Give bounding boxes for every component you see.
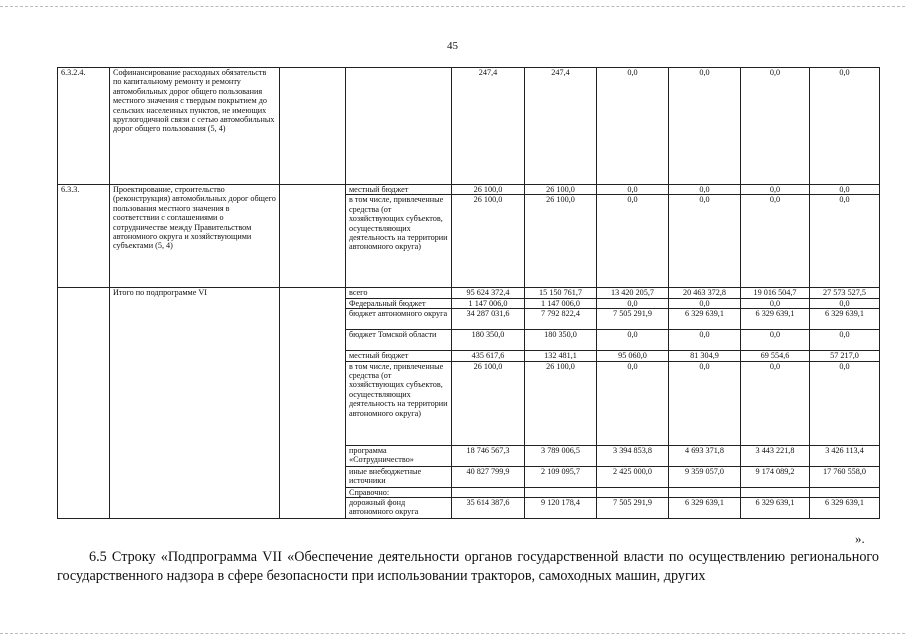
amount-cell: 69 554,6 (741, 351, 810, 361)
amount-cell: 6 329 639,1 (741, 498, 810, 519)
amount-cell (525, 487, 597, 497)
funding-source: бюджет автономного округа (346, 309, 452, 330)
amount-cell: 26 100,0 (452, 185, 525, 195)
amount-cell: 0,0 (597, 185, 669, 195)
row-code (58, 288, 110, 519)
amount-cell: 3 443 221,8 (741, 445, 810, 466)
amount-cell: 2 109 095,7 (525, 466, 597, 487)
amount-cell: 81 304,9 (669, 351, 741, 361)
row-name: Итого по подпрограмме VI (110, 288, 280, 519)
amount-cell: 19 016 504,7 (741, 288, 810, 298)
funding-source: всего (346, 288, 452, 298)
amount-cell: 9 359 057,0 (669, 466, 741, 487)
funding-source: дорожный фонд автономного округа (346, 498, 452, 519)
amount-cell: 0,0 (810, 298, 880, 308)
row-code: 6.3.3. (58, 185, 110, 288)
page-number: 45 (447, 40, 458, 52)
amount-cell: 6 329 639,1 (669, 309, 741, 330)
amount-cell: 0,0 (741, 361, 810, 445)
amount-cell: 0,0 (669, 195, 741, 288)
amount-cell: 9 174 089,2 (741, 466, 810, 487)
amount-cell: 26 100,0 (452, 361, 525, 445)
amount-cell: 7 505 291,9 (597, 498, 669, 519)
amount-cell: 35 614 387,6 (452, 498, 525, 519)
amount-cell: 180 350,0 (525, 330, 597, 351)
amount-cell: 0,0 (597, 195, 669, 288)
amount-cell: 0,0 (597, 361, 669, 445)
row-name: Проектирование, строительство (реконструкция) автомобильных дорог общего пользования местного значения в соответствии с соглашениями о сотрудничестве между Правительством автономного округа и хозяйствующими субъектами (5, 4) (110, 185, 280, 288)
amount-cell: 0,0 (741, 330, 810, 351)
closing-quote: ». (855, 531, 865, 546)
budget-table (57, 67, 880, 519)
amount-cell: 0,0 (741, 185, 810, 195)
amount-cell: 26 100,0 (525, 195, 597, 288)
amount-cell: 132 481,1 (525, 351, 597, 361)
amount-cell: 17 760 558,0 (810, 466, 880, 487)
row-code: 6.3.2.4. (58, 68, 110, 185)
funding-source: местный бюджет (346, 351, 452, 361)
amount-cell: 15 150 761,7 (525, 288, 597, 298)
funding-source: Федеральный бюджет (346, 298, 452, 308)
scan-edge-top (0, 6, 905, 7)
table-body (58, 68, 880, 519)
amount-cell: 0,0 (669, 68, 741, 185)
amount-cell: 0,0 (741, 68, 810, 185)
amount-cell (597, 487, 669, 497)
funding-source (346, 68, 452, 185)
amount-cell: 0,0 (669, 298, 741, 308)
funding-source: иные внебюджетные источники (346, 466, 452, 487)
amount-cell: 6 329 639,1 (810, 498, 880, 519)
amount-cell (741, 487, 810, 497)
amount-cell: 6 329 639,1 (669, 498, 741, 519)
funding-source: бюджет Томской области (346, 330, 452, 351)
amount-cell: 27 573 527,5 (810, 288, 880, 298)
amount-cell: 1 147 006,0 (525, 298, 597, 308)
amount-cell: 26 100,0 (452, 195, 525, 288)
amount-cell: 20 463 372,8 (669, 288, 741, 298)
funding-source: программа «Сотрудничество» (346, 445, 452, 466)
amount-cell: 26 100,0 (525, 361, 597, 445)
amendment-paragraph: 6.5 Строку «Подпрограмма VII «Обеспечение деятельности органов государственной власти по осуществлению регионального государственного надзора в сфере безопасности при использовании тракторов, самоходных машин, других (57, 549, 879, 584)
amount-cell: 34 287 031,6 (452, 309, 525, 330)
executor-cell (280, 68, 346, 185)
amount-cell: 6 329 639,1 (810, 309, 880, 330)
amount-cell (669, 487, 741, 497)
amount-cell: 40 827 799,9 (452, 466, 525, 487)
amount-cell: 26 100,0 (525, 185, 597, 195)
amount-cell: 95 060,0 (597, 351, 669, 361)
amount-cell: 3 789 006,5 (525, 445, 597, 466)
amount-cell: 3 394 853,8 (597, 445, 669, 466)
amount-cell: 4 693 371,8 (669, 445, 741, 466)
amount-cell: 0,0 (810, 195, 880, 288)
amount-cell: 0,0 (741, 298, 810, 308)
amount-cell: 57 217,0 (810, 351, 880, 361)
amount-cell: 7 792 822,4 (525, 309, 597, 330)
amount-cell: 0,0 (810, 185, 880, 195)
table-row (58, 68, 880, 185)
amount-cell: 9 120 178,4 (525, 498, 597, 519)
amount-cell: 0,0 (810, 361, 880, 445)
amount-cell: 247,4 (525, 68, 597, 185)
table-row (58, 185, 880, 195)
funding-source: в том числе, привлеченные средства (от хозяйствующих субъектов, осуществляющих деятельность на территории автономного округа) (346, 361, 452, 445)
amount-cell (452, 487, 525, 497)
amount-cell: 7 505 291,9 (597, 309, 669, 330)
amount-cell: 0,0 (597, 330, 669, 351)
amount-cell: 0,0 (597, 298, 669, 308)
amount-cell: 3 426 113,4 (810, 445, 880, 466)
amount-cell (810, 487, 880, 497)
scan-edge-bottom (0, 633, 905, 634)
amount-cell: 13 420 205,7 (597, 288, 669, 298)
amount-cell: 18 746 567,3 (452, 445, 525, 466)
executor-cell (280, 288, 346, 519)
amount-cell: 0,0 (741, 195, 810, 288)
amount-cell: 0,0 (597, 68, 669, 185)
amount-cell: 0,0 (810, 330, 880, 351)
row-name: Софинансирование расходных обязательств по капитальному ремонту и ремонту автомобильных дорог общего пользования местного значения с твердым покрытием до сельских населенных пунктов, не имеющих круглогодичной связи с сетью автомобильных дорог общего пользования (5, 4) (110, 68, 280, 185)
amount-cell: 0,0 (669, 185, 741, 195)
executor-cell (280, 185, 346, 288)
funding-source: местный бюджет (346, 185, 452, 195)
amount-cell: 0,0 (810, 68, 880, 185)
amount-cell: 6 329 639,1 (741, 309, 810, 330)
amount-cell: 435 617,6 (452, 351, 525, 361)
funding-source: Справочно: (346, 487, 452, 497)
amount-cell: 180 350,0 (452, 330, 525, 351)
amount-cell: 2 425 000,0 (597, 466, 669, 487)
funding-source: в том числе, привлеченные средства (от хозяйствующих субъектов, осуществляющих деятельность на территории автономного округа) (346, 195, 452, 288)
amount-cell: 0,0 (669, 361, 741, 445)
amount-cell: 95 624 372,4 (452, 288, 525, 298)
amount-cell: 0,0 (669, 330, 741, 351)
amount-cell: 247,4 (452, 68, 525, 185)
table-row (58, 288, 880, 298)
amount-cell: 1 147 006,0 (452, 298, 525, 308)
